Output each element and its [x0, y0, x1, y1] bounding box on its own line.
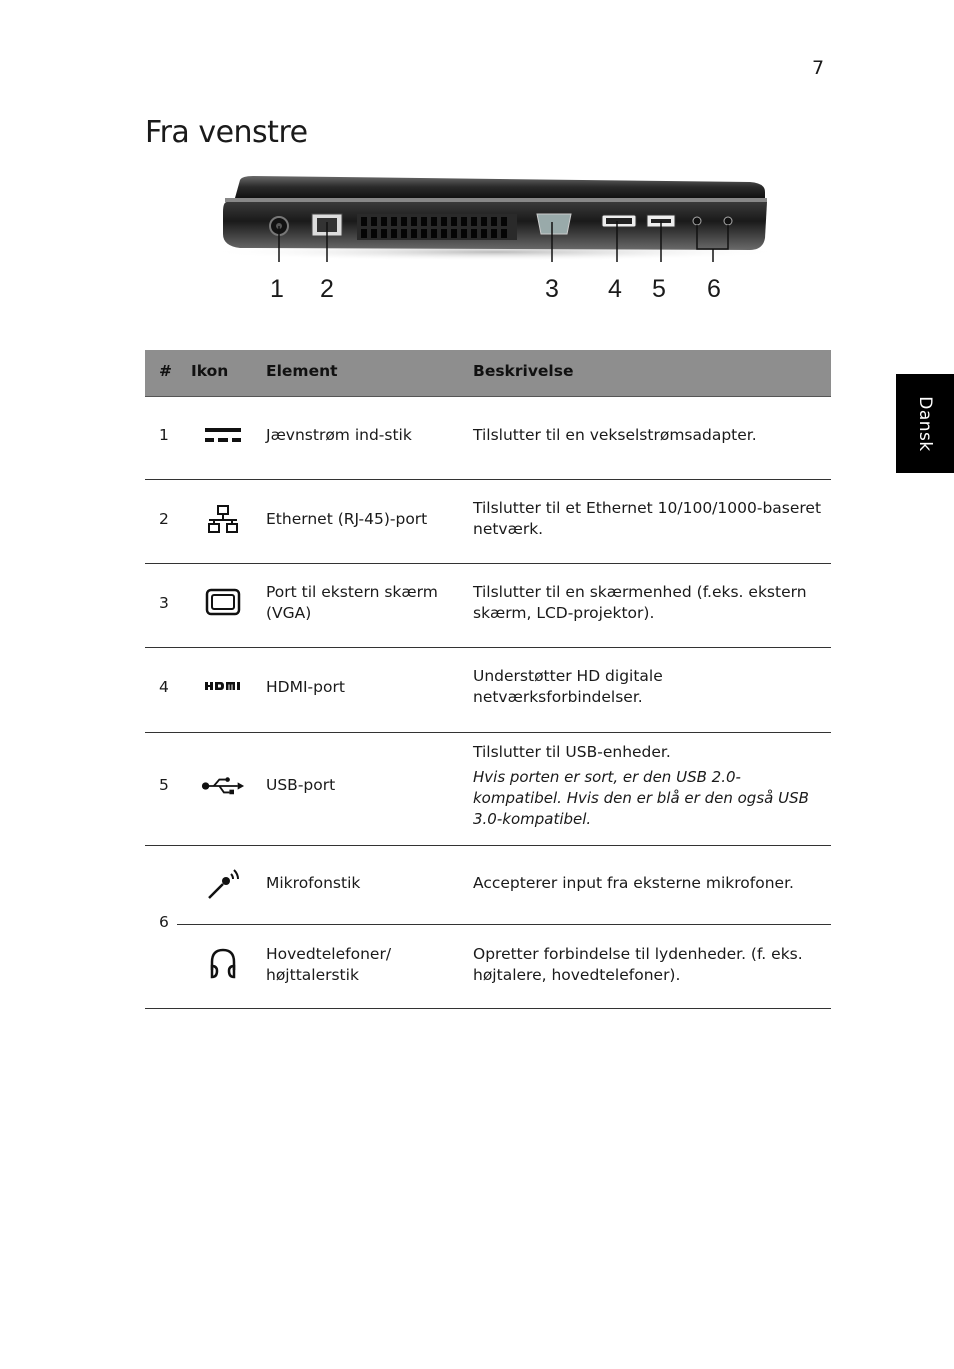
- table-row: [145, 648, 831, 733]
- table-row: [145, 846, 831, 1009]
- callout-1: 1: [270, 275, 284, 303]
- header-icon: Ikon: [191, 362, 229, 380]
- table-row: [145, 480, 831, 564]
- header-num: #: [159, 362, 172, 380]
- row-number: 6: [159, 913, 169, 931]
- element-name: Ethernet (RJ-45)-port: [266, 510, 428, 528]
- row-number: 1: [159, 426, 169, 444]
- vent-grille: [357, 214, 517, 240]
- language-tab-label: Dansk: [915, 395, 935, 452]
- row-number: 3: [159, 594, 169, 612]
- callout-6: 6: [707, 275, 721, 303]
- element-name: USB-port: [266, 776, 336, 794]
- row-number: 2: [159, 510, 169, 528]
- microphone-icon: [201, 866, 245, 902]
- header-description: Beskrivelse: [473, 362, 574, 380]
- callout-2: 2: [320, 275, 334, 303]
- row-number: 5: [159, 776, 169, 794]
- element-name: Mikrofonstik: [266, 874, 361, 892]
- callout-3: 3: [545, 275, 559, 303]
- table-row: [145, 564, 831, 648]
- page-title: Fra venstre: [145, 115, 308, 150]
- table-header: [145, 350, 831, 397]
- callout-4: 4: [608, 275, 622, 303]
- page-number: 7: [812, 57, 825, 79]
- ethernet-icon: [201, 502, 245, 536]
- element-name: Jævnstrøm ind-stik: [266, 426, 412, 444]
- element-description: Opretter forbindelse til lydenheder. (f. eks. højtalere, hovedtelefoner).: [473, 945, 803, 984]
- headphones-icon: [201, 945, 245, 981]
- sub-row-headphones: [177, 925, 831, 1008]
- header-element: Element: [266, 362, 338, 380]
- laptop-left-side-illustration: [205, 172, 775, 262]
- element-name: Port til ekstern skærm (VGA): [266, 583, 438, 622]
- sub-row-microphone: [177, 846, 831, 925]
- row-number: 4: [159, 678, 169, 696]
- element-name: HDMI-port: [266, 678, 345, 696]
- callout-5: 5: [652, 275, 666, 303]
- element-description: Understøtter HD digitale netværksforbindelser.: [473, 667, 663, 706]
- element-description: [473, 742, 823, 830]
- language-tab: [896, 374, 954, 473]
- table-row: [145, 733, 831, 846]
- usb-icon: [201, 773, 245, 799]
- element-description: Tilslutter til en vekselstrømsadapter.: [473, 426, 757, 444]
- description-text: Tilslutter til USB-enheder.: [473, 743, 671, 761]
- description-note: Hvis porten er sort, er den USB 2.0-kompatibel. Hvis den er blå er den også USB 3.0-kompatibel.: [473, 768, 809, 828]
- table-row: [145, 397, 831, 480]
- element-name: Hovedtelefoner/ højttalerstik: [266, 945, 392, 984]
- ports-table: [145, 350, 831, 1009]
- element-description: Tilslutter til et Ethernet 10/100/1000-baseret netværk.: [473, 499, 822, 538]
- hdmi-icon: [201, 678, 245, 694]
- vga-icon: [201, 586, 245, 618]
- dc-in-icon: [201, 421, 245, 449]
- element-description: Accepterer input fra eksterne mikrofoner.: [473, 874, 794, 892]
- element-description: Tilslutter til en skærmenhed (f.eks. ekstern skærm, LCD-projektor).: [473, 583, 807, 622]
